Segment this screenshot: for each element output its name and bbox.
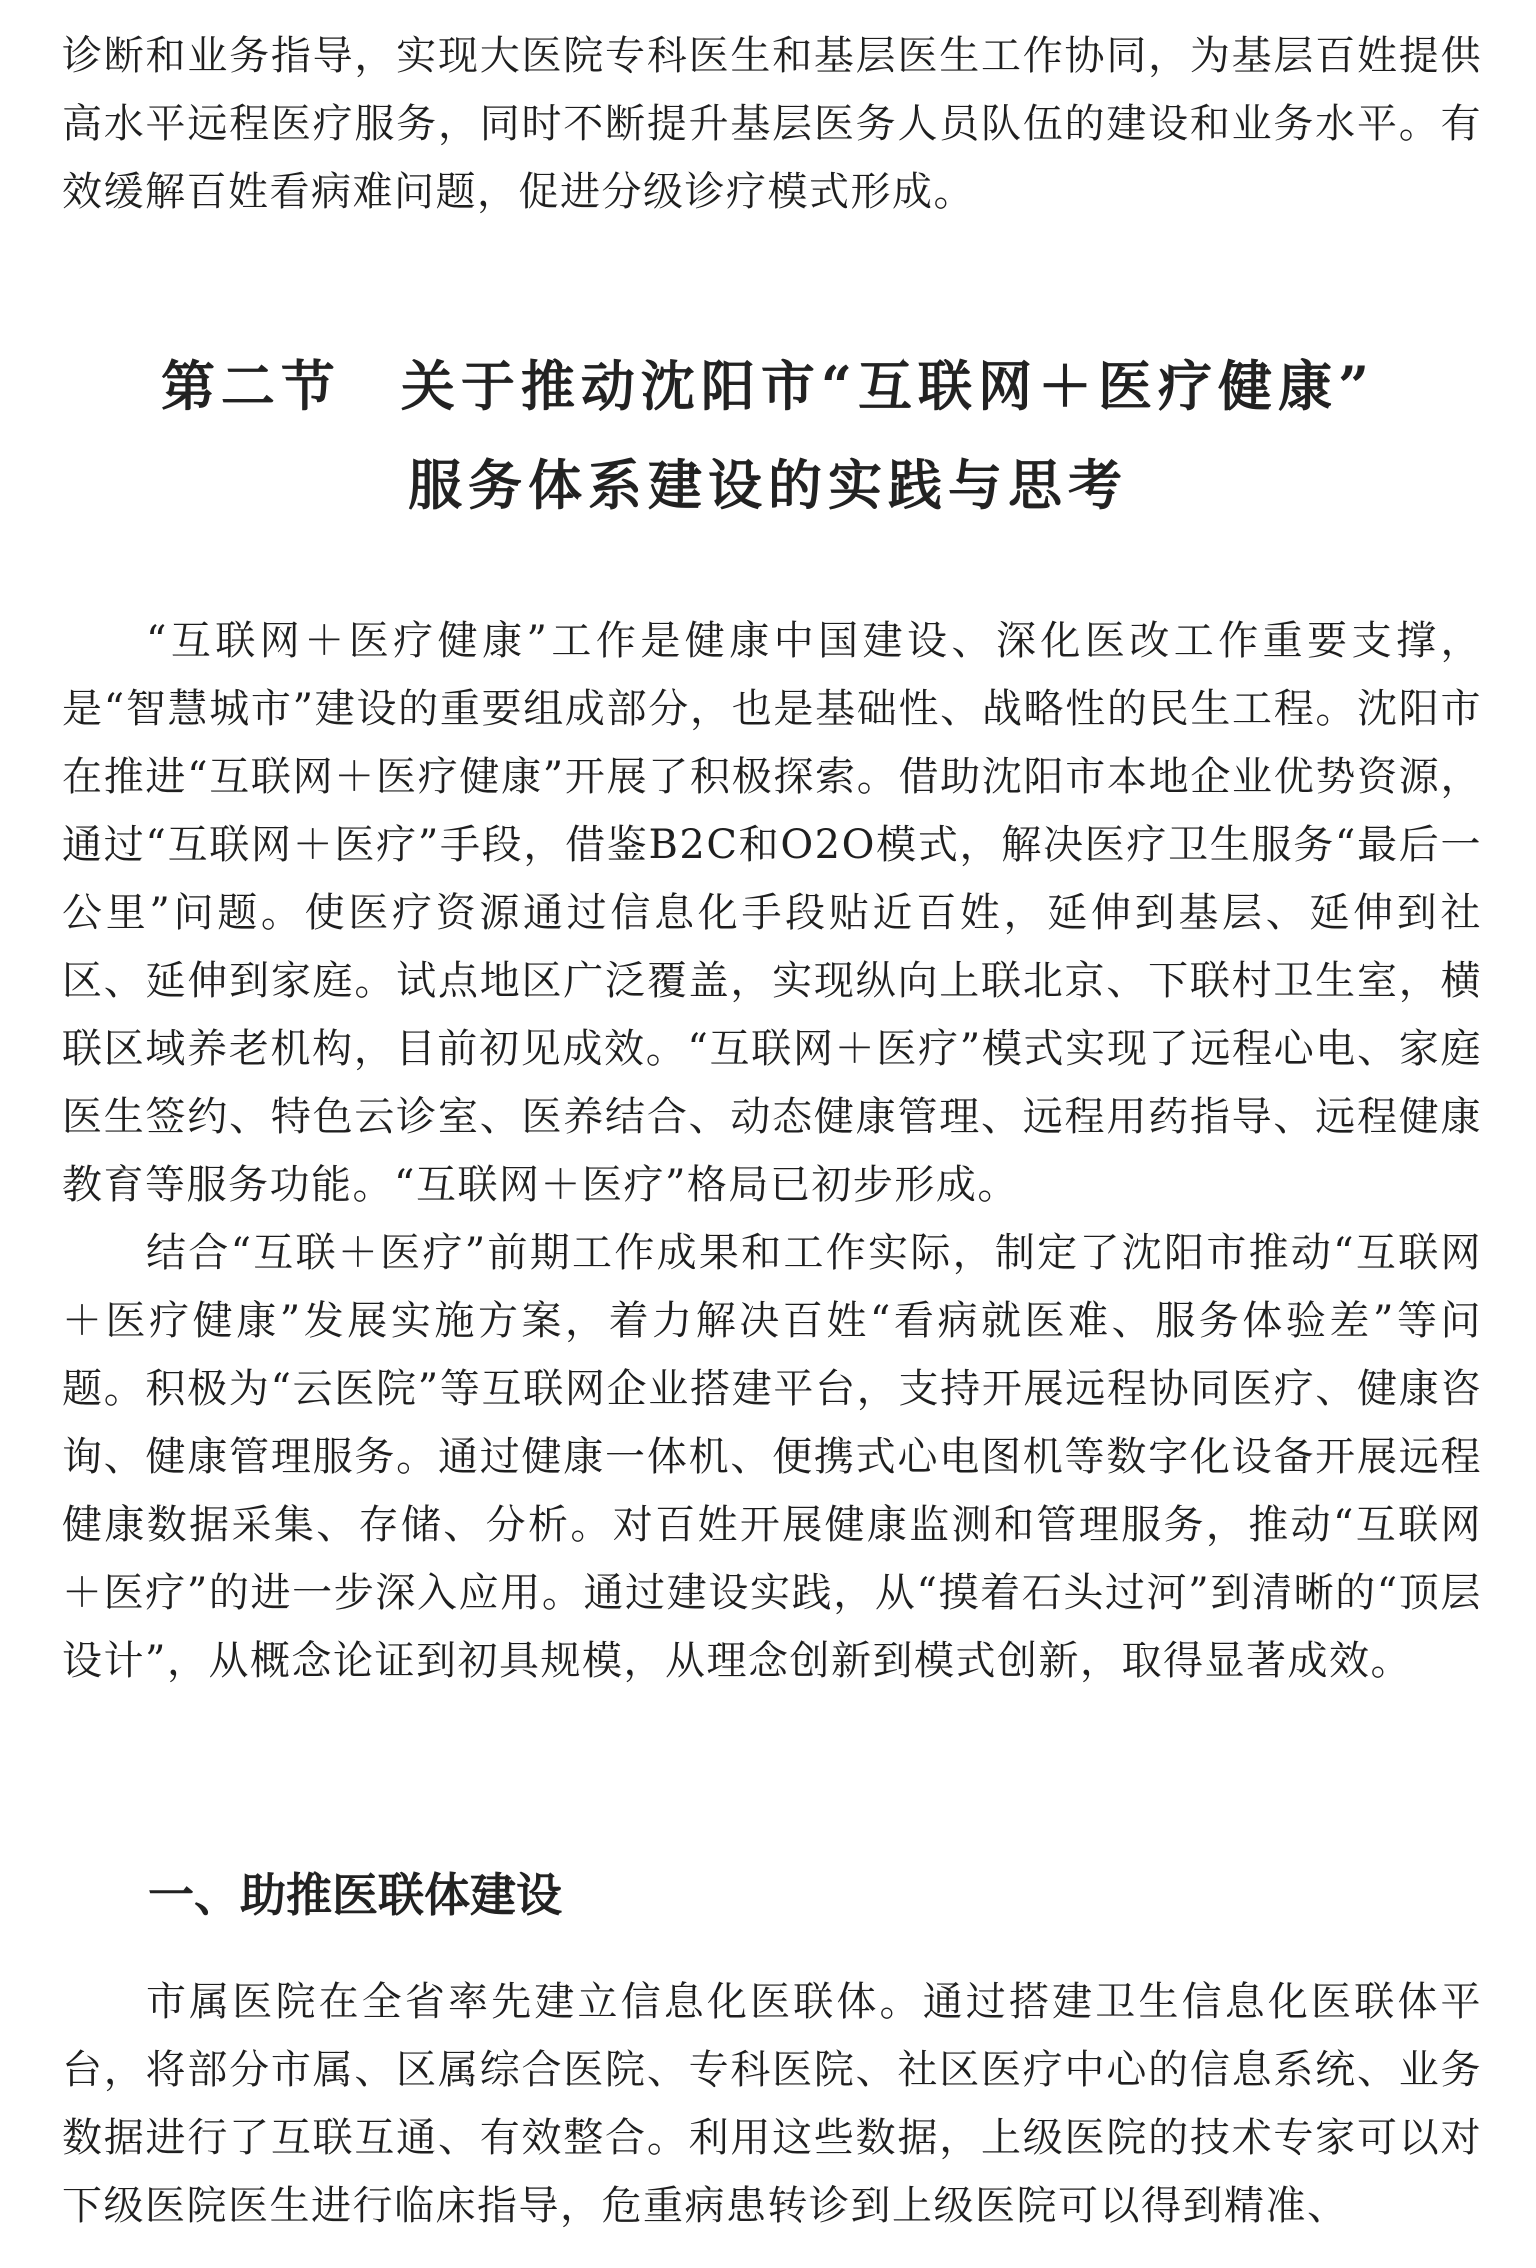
subsection-paragraph: 市属医院在全省率先建立信息化医联体。通过搭建卫生信息化医联体平台，将部分市属、区属综合医院、专科医院、社区医疗中心的信息系统、业务数据进行了互联互通、有效整合。利用这些数据，上级医院的技术专家可以对下级医院医生进行临床指导，危重病患转诊到上级医院可以得到精准、 [62, 1979, 1482, 2229]
section-title-line-2: 服务体系建设的实践与思考 [408, 453, 1128, 517]
intro-paragraph: 诊断和业务指导，实现大医院专科医生和基层医生工作协同，为基层百姓提供高水平远程医疗服务，同时不断提升基层医务人员队伍的建设和业务水平。有效缓解百姓看病难问题，促进分级诊疗模式形成。 [62, 33, 1482, 215]
body-paragraph-1: “互联网＋医疗健康”工作是健康中国建设、深化医改工作重要支撑，是“智慧城市”建设的重要组成部分，也是基础性、战略性的民生工程。沈阳市在推进“互联网＋医疗健康”开展了积极探索。借助沈阳市本地企业优势资源，通过“互联网＋医疗”手段，借鉴B2C和O2O模式，解决医疗卫生服务“最后一公里”问题。使医疗资源通过信息化手段贴近百姓，延伸到基层、延伸到社区、延伸到家庭。试点地区广泛覆盖，实现纵向上联北京、下联村卫生室，横联区域养老机构，目前初见成效。“互联网＋医疗”模式实现了远程心电、家庭医生签约、特色云诊室、医养结合、动态健康管理、远程用药指导、远程健康教育等服务功能。“互联网＋医疗”格局已初步形成。 [62, 618, 1482, 1208]
section-title-line-1: 第二节 关于推动沈阳市“互联网＋医疗健康” [160, 354, 1376, 418]
body-paragraph-2: 结合“互联＋医疗”前期工作成果和工作实际，制定了沈阳市推动“互联网＋医疗健康”发展实施方案，着力解决百姓“看病就医难、服务体验差”等问题。积极为“云医院”等互联网企业搭建平台，支持开展远程协同医疗、健康咨询、健康管理服务。通过健康一体机、便携式心电图机等数字化设备开展远程健康数据采集、存储、分析。对百姓开展健康监测和管理服务，推动“互联网＋医疗”的进一步深入应用。通过建设实践，从“摸着石头过河”到清晰的“顶层设计”，从概念论证到初具规模，从理念创新到模式创新，取得显著成效。 [62, 1230, 1482, 1684]
subsection-heading: 一、助推医联体建设 [148, 1868, 562, 1922]
